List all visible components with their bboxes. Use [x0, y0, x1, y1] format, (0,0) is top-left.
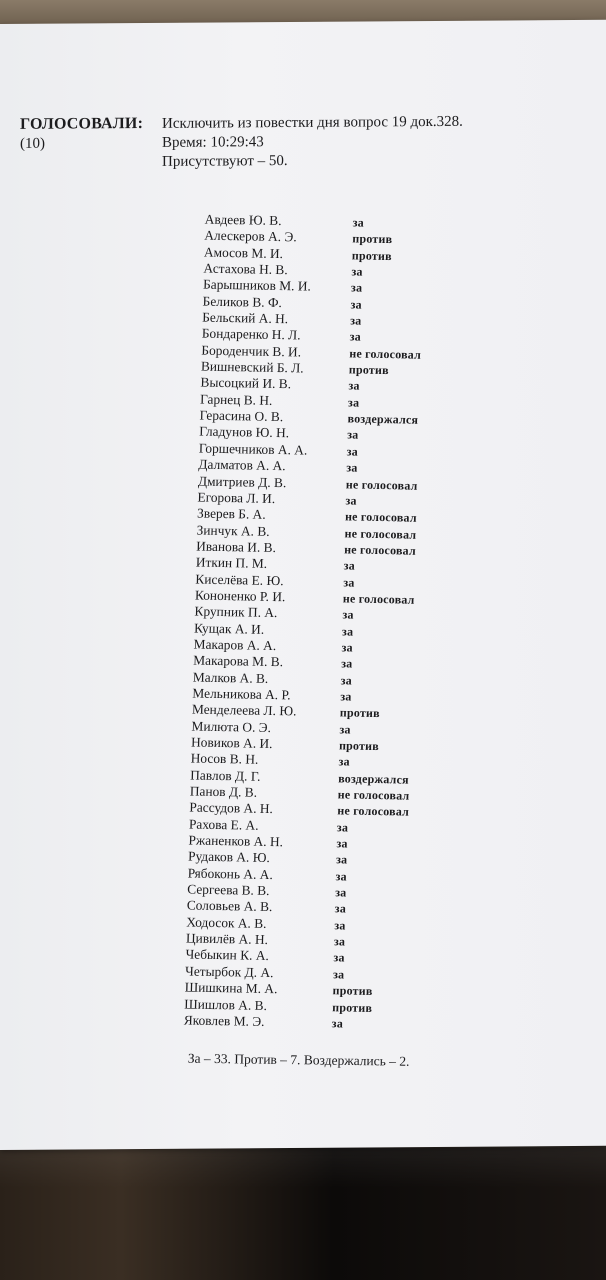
vote-result: против [332, 983, 373, 999]
vote-result: за [331, 1016, 344, 1031]
deputy-name: Яковлев М. Э. [183, 1012, 265, 1029]
vote-result: за [343, 574, 355, 590]
deputy-name: Герасина О. В. [199, 407, 284, 425]
vote-result: за [347, 395, 360, 410]
deputy-name: Шишлов А. В. [184, 995, 268, 1013]
deputy-name: Кущак А. И. [193, 620, 265, 637]
deputy-name: Егорова Л. И. [197, 489, 276, 506]
vote-result: против [332, 999, 373, 1015]
vote-result: за [350, 297, 363, 312]
deputy-name: Панов Д. В. [189, 783, 258, 800]
deputy-name: Носов В. Н. [190, 750, 259, 768]
vote-result: за [335, 852, 348, 867]
deputy-name: Новиков А. И. [190, 734, 273, 752]
vote-number: (10) [20, 135, 45, 152]
deputy-name: Гарнец В. Н. [199, 391, 273, 408]
vote-result: за [336, 820, 349, 835]
vote-result: за [349, 313, 362, 328]
deputy-name: Цивилёв А. Н. [185, 930, 269, 948]
deputy-name: Вишневский Б. Л. [200, 358, 304, 376]
deputy-name: Бельский А. Н. [202, 309, 289, 327]
deputy-name: Четырбок Д. А. [184, 963, 274, 980]
deputy-name: Павлов Д. Г. [190, 767, 261, 784]
vote-result: против [338, 738, 380, 754]
deputy-name: Мельникова А. Р. [192, 685, 291, 703]
vote-result: за [340, 672, 353, 688]
vote-result: не голосовал [342, 591, 415, 607]
deputy-name: Ржаненков А. Н. [188, 832, 284, 850]
deputy-name: Шишкина М. А. [184, 979, 278, 997]
deputy-name: Чебыкин К. А. [185, 946, 270, 964]
deputy-name: Бондаренко Н. Л. [201, 325, 301, 343]
vote-result: за [343, 558, 356, 573]
vote-result: против [352, 231, 393, 247]
deputy-name: Кононенко Р. И. [194, 587, 286, 605]
voted-label: ГОЛОСОВАЛИ: [20, 115, 144, 133]
vote-result: за [332, 967, 345, 982]
deputy-name: Зверев Б. А. [196, 505, 266, 523]
vote-list [184, 212, 465, 1034]
deputy-name: Рудаков А. Ю. [187, 848, 271, 866]
deputy-name: Сергеева В. В. [187, 881, 270, 899]
vote-result: за [340, 689, 352, 704]
vote-result: не голосовал [337, 803, 410, 820]
vote-result: за [349, 329, 362, 345]
deputy-name: Алескеров А. Э. [204, 227, 297, 245]
vote-result: против [348, 362, 389, 378]
deputy-name: Дмитриев Д. В. [197, 473, 287, 490]
deputy-name: Авдеев Ю. В. [204, 211, 282, 229]
vote-result: за [334, 918, 346, 933]
deputy-name: Горшечников А. А. [198, 440, 308, 458]
deputy-name: Далматов А. А. [198, 456, 286, 474]
vote-result: не голосовал [345, 476, 418, 493]
vote-result: за [348, 378, 360, 394]
vote-result: за [338, 754, 351, 769]
deputy-name: Беликов В. Ф. [202, 293, 283, 310]
present-count: Присутствуют – 50. [162, 152, 288, 170]
vote-result: за [345, 493, 357, 508]
vote-result: за [342, 607, 354, 622]
vote-header [20, 112, 600, 170]
deputy-name: Рябоконь А. А. [187, 865, 273, 882]
vote-result: за [336, 836, 348, 851]
vote-details [162, 113, 463, 172]
vote-result: не голосовал [349, 346, 422, 362]
vote-result: за [333, 934, 346, 949]
vote-result: за [341, 640, 354, 655]
deputy-name: Рахова Е. А. [188, 816, 259, 833]
deputy-name: Рассудов А. Н. [189, 799, 274, 817]
vote-result: за [351, 264, 363, 279]
vote-result: за [333, 950, 345, 965]
vote-result: за [341, 656, 353, 671]
deputy-name: Милюта О. Э. [191, 718, 272, 735]
vote-summary: За – 33. Против – 7. Воздержались – 2. [187, 1050, 410, 1069]
deputy-name: Менделеева Л. Ю. [191, 701, 297, 719]
document-page [0, 20, 606, 1150]
vote-result: против [351, 248, 392, 263]
deputy-name: Амосов М. И. [203, 244, 284, 261]
vote-result: не голосовал [344, 509, 417, 525]
vote-subject: Исключить из повестки дня вопрос 19 док.328. [162, 113, 463, 132]
vote-result: за [335, 869, 348, 884]
vote-result: за [334, 901, 347, 916]
deputy-name: Крупник П. А. [194, 603, 278, 621]
vote-time: Время: 10:29:43 [162, 134, 264, 151]
vote-result: не голосовал [344, 542, 417, 558]
deputy-name: Макарова М. В. [193, 652, 284, 670]
deputy-name: Киселёва Е. Ю. [195, 571, 284, 588]
deputy-name: Соловьев А. В. [186, 897, 273, 915]
deputy-name: Бороденчик В. И. [201, 342, 302, 360]
vote-result: не голосовал [344, 525, 417, 542]
vote-result: за [350, 280, 363, 295]
vote-result: не голосовал [337, 787, 410, 803]
vote-result: за [346, 427, 359, 443]
deputy-name: Гладунов Ю. Н. [199, 424, 290, 441]
vote-result: за [346, 460, 358, 475]
vote-result: за [339, 721, 351, 737]
vote-result: за [346, 444, 359, 459]
deputy-name: Иткин П. М. [195, 554, 268, 572]
vote-result: за [341, 623, 354, 639]
vote-result: воздержался [347, 411, 419, 427]
vote-result: против [339, 705, 380, 721]
deputy-name: Высоцкий И. В. [200, 374, 292, 392]
vote-result: за [335, 885, 347, 900]
deputy-name: Макаров А. А. [193, 636, 277, 654]
deputy-name: Зинчук А. В. [196, 522, 270, 539]
deputy-name: Ходосок А. В. [186, 914, 267, 931]
vote-result: воздержался [338, 771, 409, 787]
deputy-name: Астахова Н. В. [203, 260, 288, 278]
vote-result: за [352, 215, 365, 230]
floor-highlight [0, 1148, 606, 1188]
deputy-name: Иванова И. В. [196, 538, 277, 555]
deputy-name: Малков А. В. [192, 669, 269, 686]
deputy-name: Барышников М. И. [202, 276, 312, 295]
